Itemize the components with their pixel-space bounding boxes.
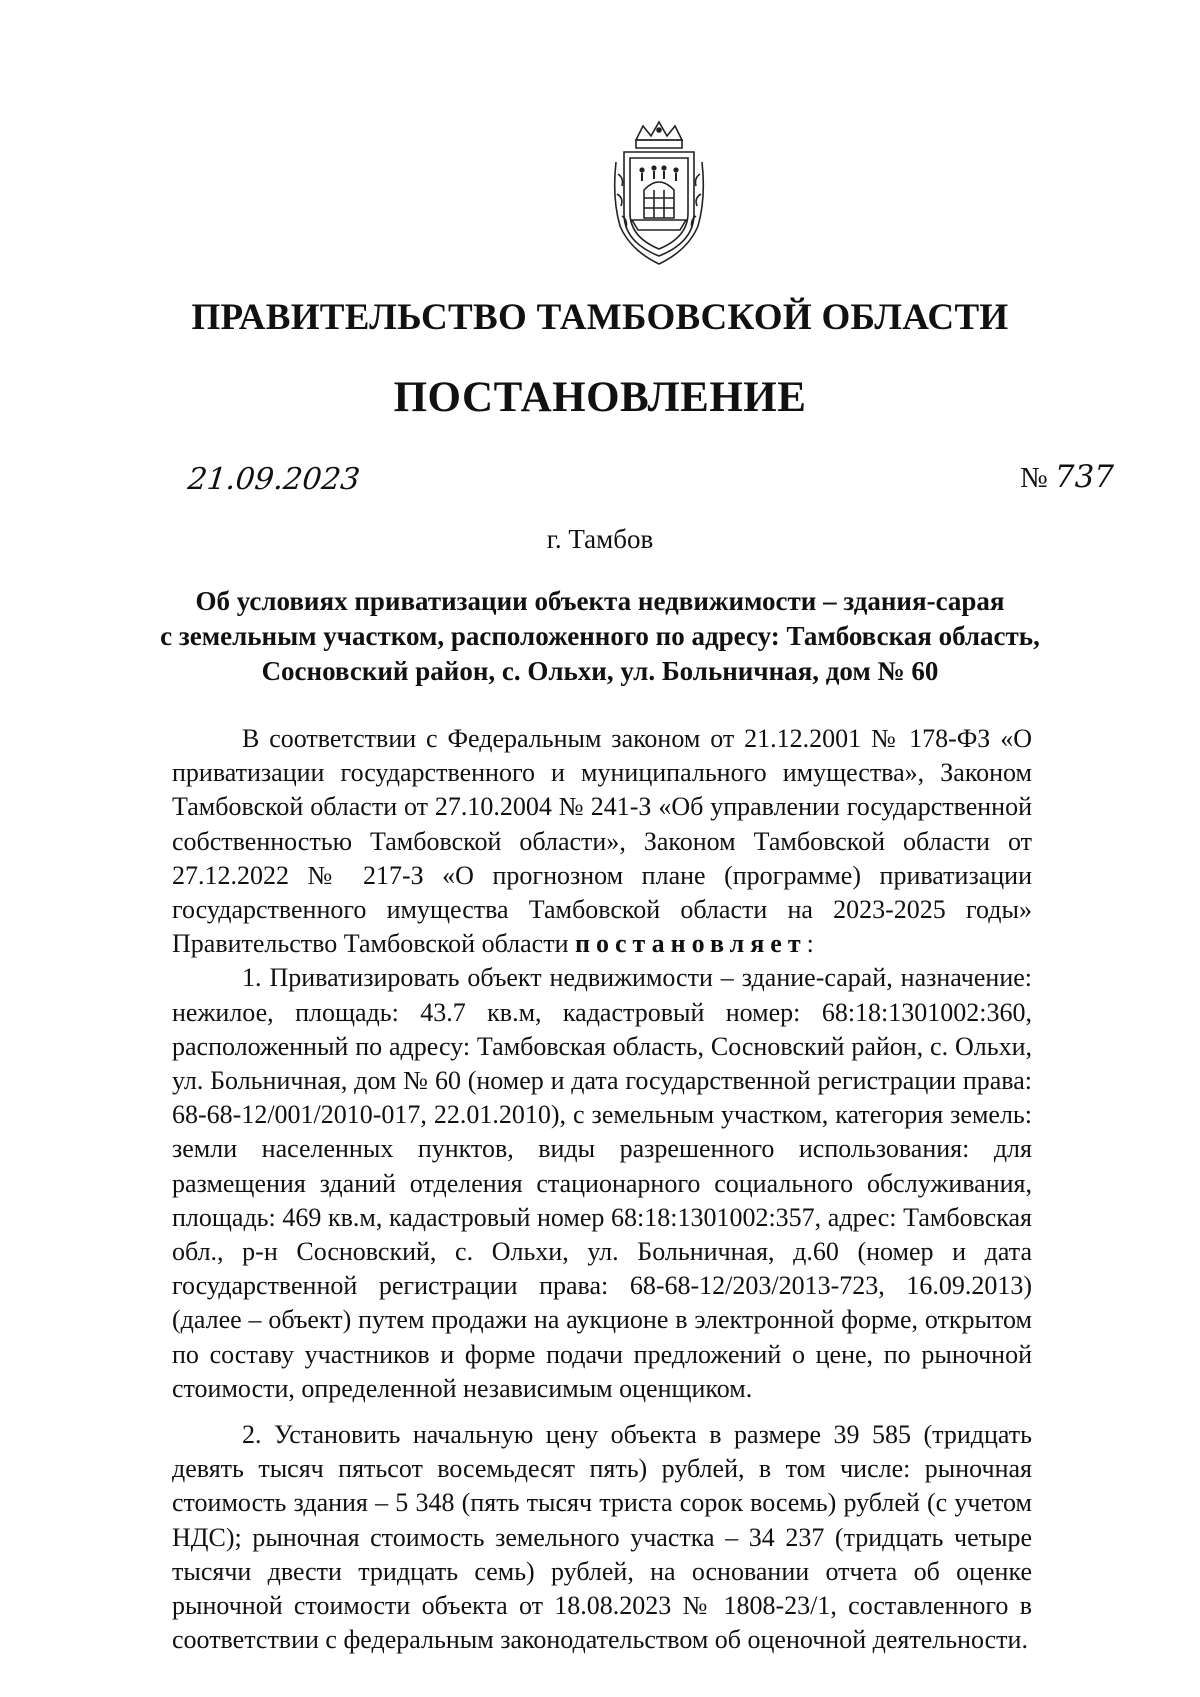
preamble-paragraph <box>172 722 1032 961</box>
document-date: 21.09.2023 <box>186 462 362 497</box>
document-body <box>172 722 1032 1657</box>
title-line: Сосновский район, с. Ольхи, ул. Больничная, дом № 60 <box>261 656 939 686</box>
clause-paragraph: 2. Установить начальную цену объекта в размере 39 585 (тридцать девять тысяч пятьсот восемьдесят пять) рублей, в том числе: рыночная стоимость здания – 5 348 (пять тысяч триста сорок восемь) рублей (с учетом НДС); рыночная стоимость земельного участка – 34 237 (тридцать четыре тысячи двести тридцать семь) рублей, на основании отчета об оценке рыночной стоимости объекта от 18.08.2023 № 1808-23/1, составленного в соответствии с федеральным законодательством об оценочной деятельности. <box>172 1420 1032 1655</box>
number-prefix: № <box>1020 462 1048 494</box>
organization-name: ПРАВИТЕЛЬСТВО ТАМБОВСКОЙ ОБЛАСТИ <box>191 297 1009 338</box>
clause-paragraph: 1. Приватизировать объект недвижимости – здание-сарай, назначение: нежилое, площадь: 43.7 кв.м, кадастровый номер: 68:18:1301002:360, расположенный по адресу: Тамбовская область, Сосновский район, с. Ольхи, ул. Больничная, дом № 60 (номер и дата государственной регистрации права: 68-68-12/001/2010-017, 22.01.2010), с земельным участком, категория земель: земли населенных пунктов, виды разрешенного использования: для размещения зданий отделения стационарного социального обслуживания, площадь: 469 кв.м, кадастровый номер 68:18:1301002:357, адрес: Тамбовская обл., р-н Сосновский, с. Ольхи, ул. Больничная, д.60 (номер и дата государственной регистрации права: 68-68-12/203/2013-723, 16.09.2013) (далее – объект) путем продажи на аукционе в электронной форме, открытом по составу участников и форме подачи предложений о цене, по рыночной стоимости, определенной независимым оценщиком. <box>172 963 1032 1403</box>
decree-word: постановляет <box>575 929 807 959</box>
title-line: с земельным участком, расположенного по адресу: Тамбовская область, <box>160 621 1040 651</box>
number-value: 737 <box>1054 459 1115 495</box>
decree-suffix: : <box>806 929 814 959</box>
coat-of-arms-emblem <box>610 118 708 266</box>
issuing-city: г. Тамбов <box>546 524 654 554</box>
preamble-text: В соответствии с Федеральным законом от 21.12.2001 № 178-ФЗ «О приватизации государственного и муниципального имущества», Законом Тамбовской области от 27.10.2004 № 241-З «Об управлении государственной собственностью Тамбовской области», Законом Тамбовской области от 27.12.2022 № 217-З «О прогнозном плане (программе) приватизации государственного имущества Тамбовской области на 2023-2025 годы» Правительство Тамбовской области <box>172 724 1032 959</box>
document-number <box>1020 459 1114 495</box>
document-title <box>150 584 1050 689</box>
title-line: Об условиях приватизации объекта недвижимости – здания-сарая <box>195 586 1005 616</box>
document-type: ПОСТАНОВЛЕНИЕ <box>393 374 807 421</box>
